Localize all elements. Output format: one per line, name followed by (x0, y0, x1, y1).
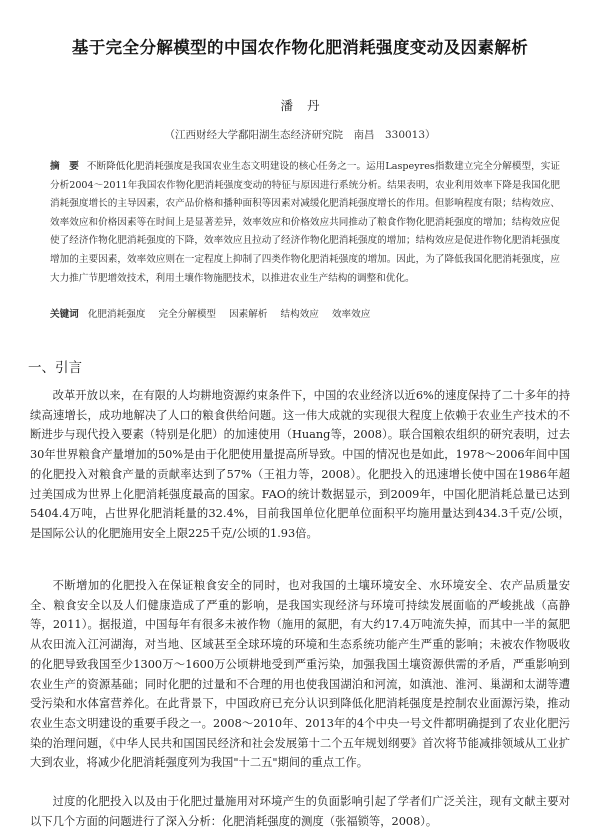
keywords (50, 306, 560, 324)
keywords-label: 关键词 (50, 309, 79, 320)
abstract (50, 158, 560, 288)
keyword: 效率效应 (331, 309, 371, 320)
paper-title: 基于完全分解模型的中国农作物化肥消耗强度变动及因素解析 (71, 38, 529, 57)
author-name: 潘丹 (280, 98, 334, 113)
abstract-text: 不断降低化肥消耗强度是我国农业生态文明建设的核心任务之一。运用Laspeyres指数建立完全分解模型，实证分析2004～2011年我国农作物化肥消耗强度变动的特征与原因进行系统分析。结果表明，农业利用效率下降是我国化肥消耗强度增长的主导因素，农产品价格和播种面积等因素对减缓化肥消耗强度增长的作用。但影响程度有限；结构效应、效率效应和价格因素等在时间上是显著差异，效率效应和价格效应共同推动了粮食作物化肥消耗强度的增加；结构效应促使了经济作物化肥消耗强度的下降，效率效应且拉动了经济作物化肥消耗强度的增加；结构效应是促进作物化肥消耗强度增加的主要因素，效率效应则在一定程度上抑制了四类作物化肥消耗强度的增加。因此，为了降低我国化肥消耗强度，应大力推广节肥增效技术，利用土壤作物施肥技术，以推进农业生产结构的调整和优化。 (50, 161, 560, 284)
keyword: 结构效应 (280, 309, 319, 320)
body-paragraph: 过度的化肥投入以及由于化肥过量施用对环境产生的负面影响引起了学者们广泛关注，现有文献主要对以下几个方面的问题进行了深入分析：化肥消耗强度的测度（张福锁等，2008）。 (30, 795, 570, 828)
body-paragraph: 不断增加的化肥投入在保证粮食安全的同时，也对我国的土壤环境安全、水环境安全、农产品质量安全、粮食安全以及人们健康造成了严重的影响，是我国实现经济与环境可持续发展面临的严峻挑战（高静等，2011）。据报道，中国每年有很多未被作物（施用的氮肥，有大约17.4万吨流失掉，而其中一半的氮肥从农田流入江河湖海，对当地、区域甚至全球环境的环境和生态系统功能产生严重的影响；未被农作物吸收的化肥导致我国至少1300万～1600万公顷耕地受到严重污染，加强我国土壤资源供需的矛盾，严重影响到农业生产的资源基础；同时化肥的过量和不合理的用也使我国湖泊和河流，如滇池、淮河、巢湖和太湖等遭受污染和水体富营养化。在此背景下，中国政府已充分认识到降低化肥消耗强度是控制农业面源污染，推动农业生态文明建设的重要手段之一。2008～2010年、2013年的4个中央一号文件都明确提到了农业化肥污染的治理问题，《中华人民共和国国民经济和社会发展第十二个五年规划纲要》首次将节能减排领域从工业扩大到农业，将减少化肥消耗强度列为我国"十二五"期间的重点工作。 (30, 579, 570, 770)
keyword: 完全分解模型 (158, 309, 217, 320)
author-affiliation: （江西财经大学鄱阳湖生态经济研究院 南昌 330013） (164, 129, 436, 141)
section-heading: 一、引言 (28, 360, 82, 376)
keyword: 因素解析 (229, 309, 268, 320)
abstract-label: 摘 要 (50, 161, 79, 172)
keyword: 化肥消耗强度 (87, 309, 146, 320)
body-paragraph: 改革开放以来，在有限的人均耕地资源约束条件下，中国的农业经济以近6%的速度保持了二十多年的持续高速增长，成功地解决了人口的粮食供给问题。这一伟大成就的实现很大程度上依赖于农业生产技术的不断进步与现代投入要素（特别是化肥）的加速使用（Huang等，2008）。联合国粮农组织的研究表明，过去30年世界粮食产量增加的50%是由于化肥使用量提高所导致。中国的情况也是如此，1978～2006年间中国的化肥投入对粮食产量的贡献率达到了57%（王祖力等，2008）。化肥投入的迅速增长使中国在1986年超过美国成为世界上化肥消耗强度最高的国家。FAO的统计数据显示，到2009年，中国化肥消耗总量已达到5404.4万吨，占世界化肥消耗量的32.4%，目前我国单位化肥单位面积平均施用量达到434.3千克/公顷，是国际公认的化肥施用安全上限225千克/公顷的1.93倍。 (30, 389, 570, 540)
